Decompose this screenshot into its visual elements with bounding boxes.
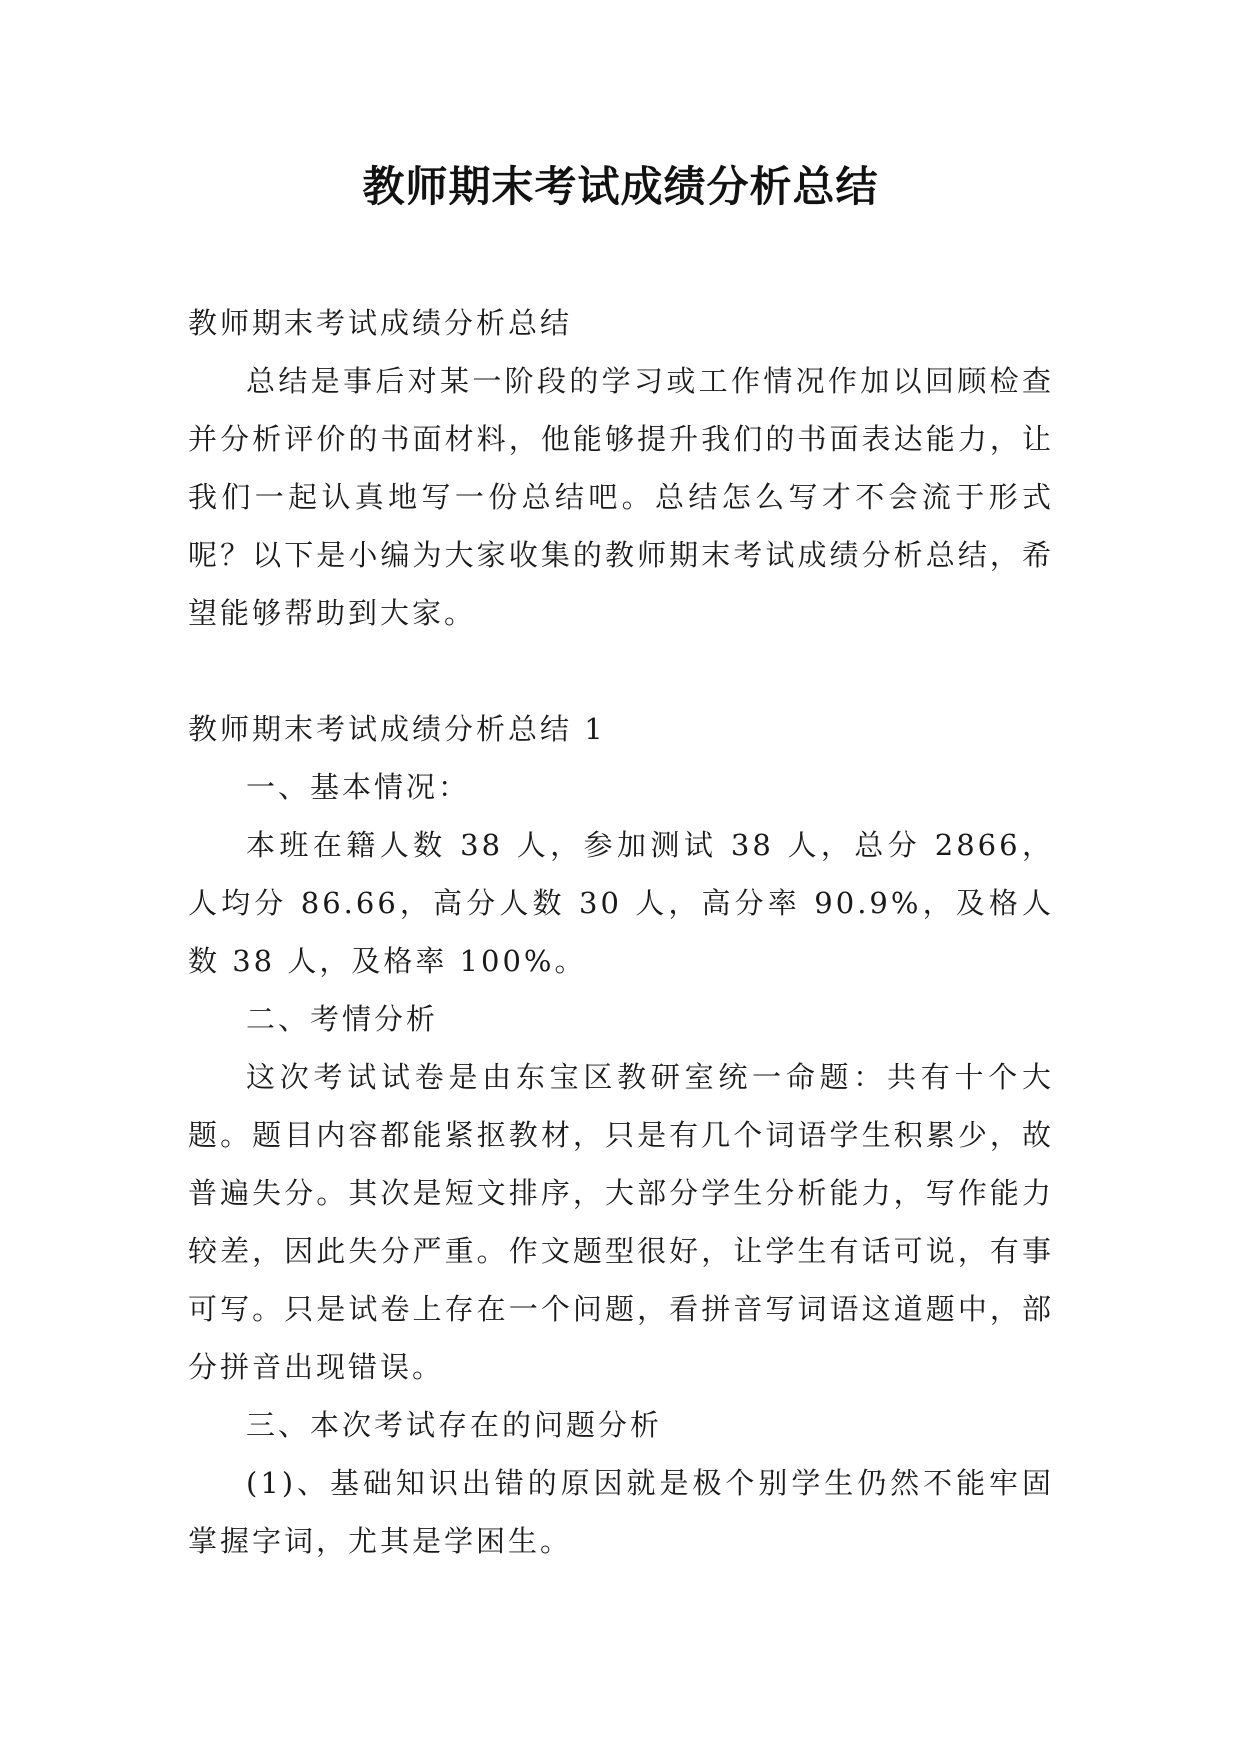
section-1-heading: 教师期末考试成绩分析总结 1 bbox=[188, 712, 606, 746]
document-title: 教师期末考试成绩分析总结 bbox=[362, 162, 879, 211]
section-spacer bbox=[188, 642, 1054, 700]
part-2-heading: 二、考情分析 bbox=[246, 1002, 439, 1036]
part-3-paragraph: (1)、基础知识出错的原因就是极个别学生仍然不能牢固掌握字词，尤其是学困生。 bbox=[188, 1466, 1054, 1558]
part-1-heading: 一、基本情况： bbox=[246, 770, 471, 804]
intro-heading: 教师期末考试成绩分析总结 bbox=[188, 306, 573, 340]
document-body bbox=[188, 294, 1054, 1570]
intro-paragraph: 总结是事后对某一阶段的学习或工作情况作加以回顾检查并分析评价的书面材料，他能够提升我们的书面表达能力，让我们一起认真地写一份总结吧。总结怎么写才不会流于形式呢？以下是小编为大家收集的教师期末考试成绩分析总结，希望能够帮助到大家。 bbox=[188, 364, 1054, 630]
part-3-heading: 三、本次考试存在的问题分析 bbox=[246, 1408, 663, 1442]
part-1-paragraph: 本班在籍人数 38 人，参加测试 38 人，总分 2866，人均分 86.66，高分人数 30 人，高分率 90.9%，及格人数 38 人，及格率 100%。 bbox=[188, 828, 1054, 978]
part-2-paragraph: 这次考试试卷是由东宝区教研室统一命题：共有十个大题。题目内容都能紧抠教材，只是有几个词语学生积累少，故普遍失分。其次是短文排序，大部分学生分析能力，写作能力较差，因此失分严重。作文题型很好，让学生有话可说，有事可写。只是试卷上存在一个问题，看拼音写词语这道题中，部分拼音出现错误。 bbox=[188, 1060, 1054, 1384]
